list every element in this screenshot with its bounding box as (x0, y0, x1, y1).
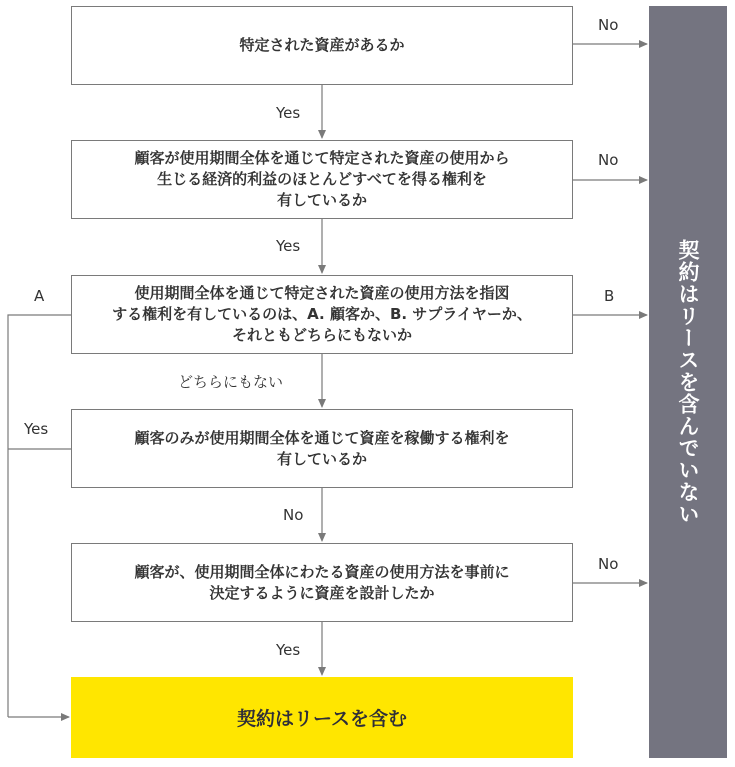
decision-asset-design (71, 543, 573, 622)
label-q1-no: No (598, 16, 619, 34)
label-q2-no: No (598, 151, 619, 169)
label-q5-yes: Yes (276, 641, 301, 659)
outcome-contains-lease-text: 契約はリースを含む (236, 708, 408, 730)
label-q3-a: A (34, 287, 45, 305)
decision-economic-benefits-line-3: 有しているか (276, 191, 367, 209)
outcome-no-lease-text: 契約はリースを含んでいない (676, 239, 700, 525)
label-q4-no: No (283, 506, 304, 524)
decision-asset-design-line-2: 決定するように資産を設計したか (209, 583, 435, 602)
decision-right-to-direct-line-1: 使用期間全体を通じて特定された資産の使用方法を指図 (134, 284, 510, 302)
label-q4-yes: Yes (24, 420, 49, 438)
label-q3-neither: どちらにもない (178, 373, 284, 391)
decision-identified-asset-text: 特定された資産があるか (239, 36, 405, 54)
decision-economic-benefits-line-1: 顧客が使用期間全体を通じて特定された資産の使用から (134, 149, 510, 167)
decision-economic-benefits (71, 140, 573, 219)
edge-q3-a (8, 315, 71, 717)
decision-right-to-operate-line-1: 顧客のみが使用期間全体を通じて資産を稼働する権利を (134, 428, 510, 447)
decision-identified-asset (71, 6, 573, 85)
label-q3-b: B (604, 287, 615, 305)
outcome-no-lease (649, 6, 727, 758)
decision-right-to-direct-line-2: する権利を有しているのは、A. 顧客か、B. サプライヤーか、 (112, 305, 532, 323)
decision-asset-design-line-1: 顧客が、使用期間全体にわたる資産の使用方法を事前に (134, 562, 510, 581)
outcome-contains-lease (71, 677, 573, 758)
decision-right-to-operate-line-2: 有しているか (276, 449, 367, 468)
decision-economic-benefits-line-2: 生じる経済的利益のほとんどすべてを得る権利を (157, 170, 487, 188)
label-q1-yes: Yes (276, 104, 301, 122)
decision-right-to-direct-line-3: それともどちらにもないか (231, 326, 412, 344)
decision-right-to-operate (71, 409, 573, 488)
decision-right-to-direct (71, 275, 573, 354)
label-q5-no: No (598, 555, 619, 573)
label-q2-yes: Yes (276, 237, 301, 255)
